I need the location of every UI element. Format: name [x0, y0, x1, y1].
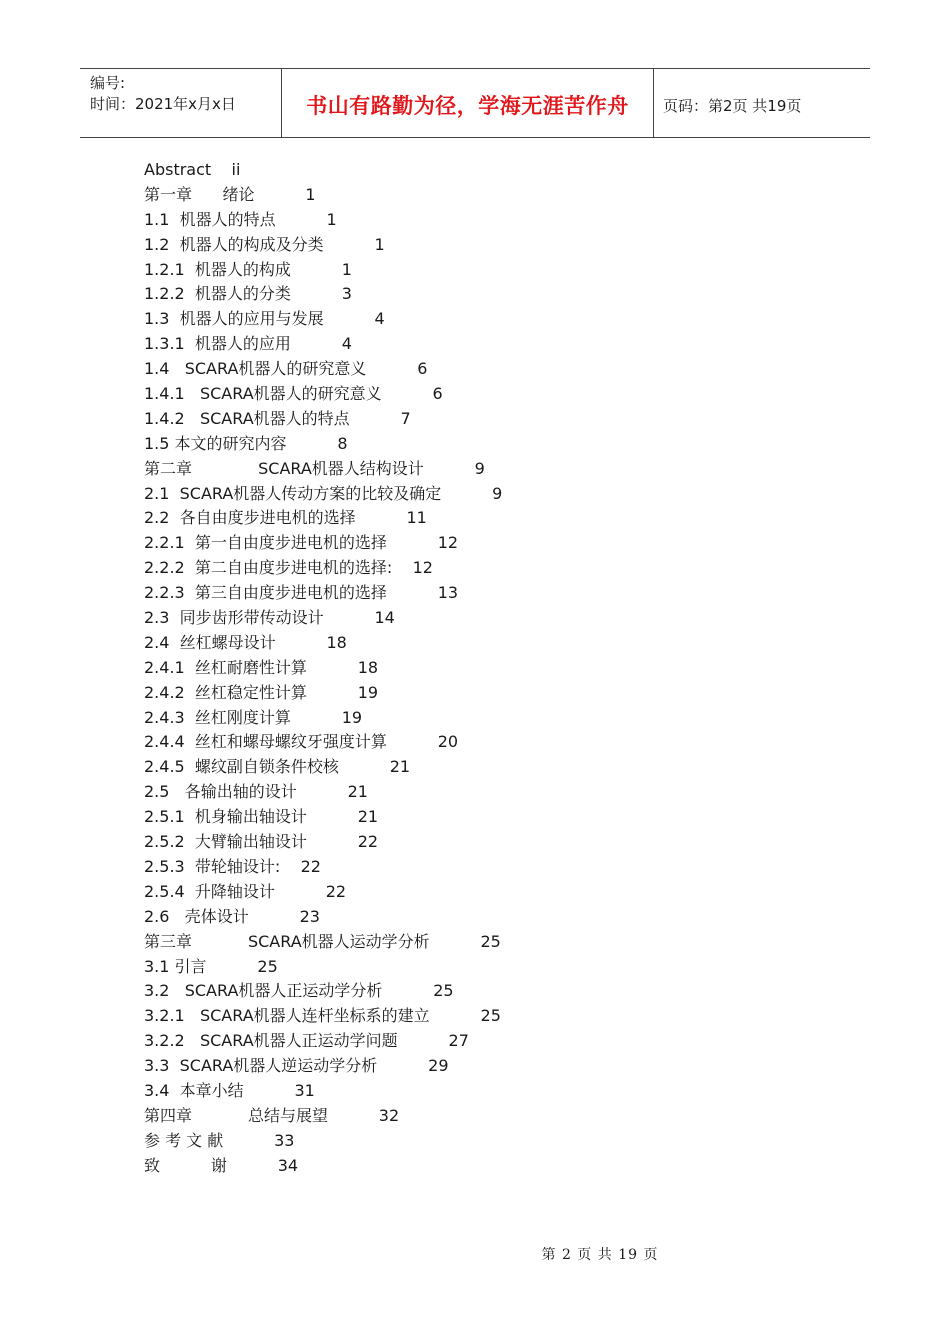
- toc-entry[interactable]: 3.1 引言 25: [144, 956, 278, 976]
- toc-entry[interactable]: 2.1 SCARA机器人传动方案的比较及确定 9: [144, 483, 503, 503]
- toc-entry[interactable]: 2.4.1 丝杠耐磨性计算 18: [144, 657, 379, 677]
- toc-entry[interactable]: 2.5.1 机身输出轴设计 21: [144, 807, 379, 827]
- page-header: [80, 68, 870, 138]
- toc-entry[interactable]: 2.3 同步齿形带传动设计 14: [144, 608, 395, 628]
- toc-entry[interactable]: 2.4.5 螺纹副自锁条件校核 21: [144, 757, 411, 777]
- toc-entry[interactable]: 1.5 本文的研究内容 8: [144, 433, 348, 453]
- toc-entry[interactable]: 2.4.2 丝杠稳定性计算 19: [144, 682, 379, 702]
- toc-entry[interactable]: 2.5.3 带轮轴设计: 22: [144, 856, 321, 876]
- toc-entry[interactable]: 1.2.2 机器人的分类 3: [144, 284, 352, 304]
- toc-entry[interactable]: 3.4 本章小结 31: [144, 1080, 315, 1100]
- toc-entry[interactable]: 2.2.3 第三自由度步进电机的选择 13: [144, 583, 459, 603]
- header-motto: 书山有路勤为径，学海无涯苦作舟: [282, 69, 654, 137]
- toc-entry[interactable]: 1.4.2 SCARA机器人的特点 7: [144, 408, 411, 428]
- header-number: 编号:: [90, 74, 126, 92]
- header-page-info: 页码：第2页 共19页: [663, 96, 802, 115]
- toc-entry[interactable]: 致 谢 34: [144, 1155, 299, 1175]
- toc-entry[interactable]: 3.3 SCARA机器人逆运动学分析 29: [144, 1056, 449, 1076]
- toc-entry[interactable]: 3.2.2 SCARA机器人正运动学问题 27: [144, 1031, 469, 1051]
- toc-entry[interactable]: 2.2.2 第二自由度步进电机的选择: 12: [144, 558, 433, 578]
- toc-entry[interactable]: 2.4 丝杠螺母设计 18: [144, 632, 347, 652]
- toc-entry[interactable]: 1.4 SCARA机器人的研究意义 6: [144, 359, 428, 379]
- toc-entry[interactable]: 1.2 机器人的构成及分类 1: [144, 234, 385, 254]
- toc-entry[interactable]: 2.5.2 大臂输出轴设计 22: [144, 832, 379, 852]
- toc-entry[interactable]: 2.5.4 升降轴设计 22: [144, 881, 347, 901]
- toc-entry[interactable]: 1.1 机器人的特点 1: [144, 209, 337, 229]
- toc-entry[interactable]: 2.2.1 第一自由度步进电机的选择 12: [144, 533, 459, 553]
- header-time: 时间：2021年x月x日: [90, 95, 236, 113]
- toc-entry[interactable]: 1.2.1 机器人的构成 1: [144, 259, 352, 279]
- toc-entry[interactable]: Abstract ii: [144, 160, 241, 179]
- toc-entry[interactable]: 1.3 机器人的应用与发展 4: [144, 309, 385, 329]
- toc-entry[interactable]: 第三章 SCARA机器人运动学分析 25: [144, 931, 501, 951]
- toc-entry[interactable]: 3.2.1 SCARA机器人连杆坐标系的建立 25: [144, 1006, 501, 1026]
- toc-entry[interactable]: 2.6 壳体设计 23: [144, 906, 320, 926]
- toc-entry[interactable]: 2.4.3 丝杠刚度计算 19: [144, 707, 363, 727]
- toc-entry[interactable]: 第一章 绪论 1: [144, 184, 316, 204]
- toc-entry[interactable]: 3.2 SCARA机器人正运动学分析 25: [144, 981, 454, 1001]
- toc-entry[interactable]: 2.4.4 丝杠和螺母螺纹牙强度计算 20: [144, 732, 459, 752]
- table-of-contents: [144, 158, 784, 1179]
- toc-entry[interactable]: 参 考 文 献 33: [144, 1130, 295, 1150]
- toc-entry[interactable]: 第二章 SCARA机器人结构设计 9: [144, 458, 485, 478]
- toc-entry[interactable]: 第四章 总结与展望 32: [144, 1105, 400, 1125]
- header-meta: [80, 69, 282, 137]
- toc-entry[interactable]: 2.5 各输出轴的设计 21: [144, 782, 368, 802]
- toc-entry[interactable]: 2.2 各自由度步进电机的选择 11: [144, 508, 427, 528]
- toc-entry[interactable]: 1.4.1 SCARA机器人的研究意义 6: [144, 384, 443, 404]
- page-footer: 第 2 页 共 19 页: [541, 1247, 659, 1263]
- toc-entry[interactable]: 1.3.1 机器人的应用 4: [144, 334, 352, 354]
